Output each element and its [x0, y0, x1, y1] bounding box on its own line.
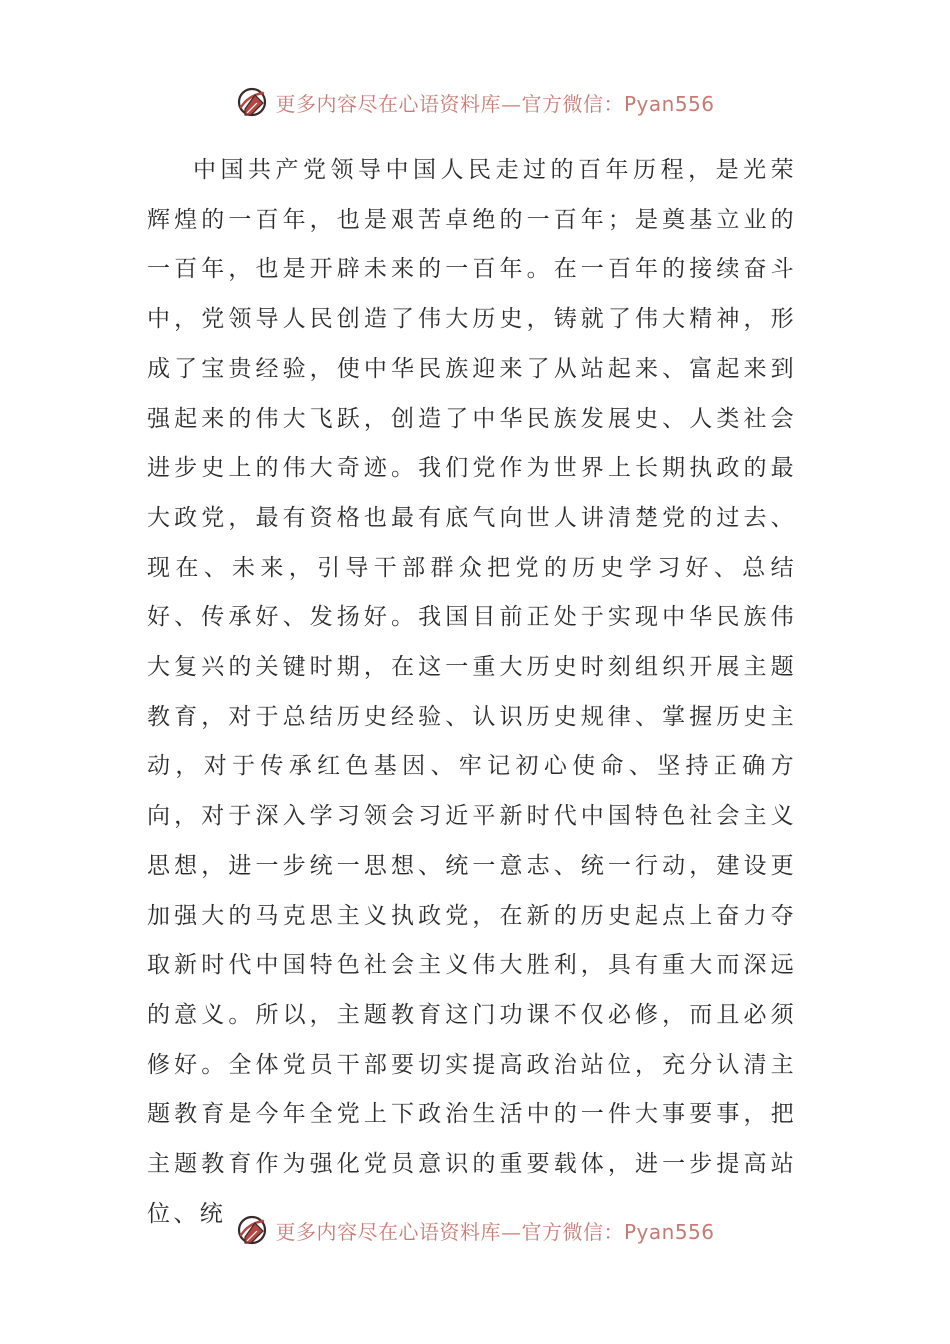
footer-banner-label: 更多内容尽在心语资料库—官方微信：: [275, 1219, 624, 1244]
pen-logo-icon: [235, 85, 269, 119]
header-banner-label: 更多内容尽在心语资料库—官方微信：: [275, 91, 624, 116]
footer-wechat-id: Pyan556: [623, 1219, 715, 1244]
footer-banner-text: [275, 1216, 714, 1245]
header-wechat-id: Pyan556: [623, 91, 715, 116]
header-banner: [0, 82, 950, 122]
document-paragraph: 中国共产党领导中国人民走过的百年历程，是光荣辉煌的一百年，也是艰苦卓绝的一百年；是奠基立业的一百年，也是开辟未来的一百年。在一百年的接续奋斗中，党领导人民创造了伟大历史，铸就了伟大精神，形成了宝贵经验，使中华民族迎来了从站起来、富起来到强起来的伟大飞跃，创造了中华民族发展史、人类社会进步史上的伟大奇迹。我们党作为世界上长期执政的最大政党，最有资格也最有底气向世人讲清楚党的过去、现在、未来，引导干部群众把党的历史学习好、总结好、传承好、发扬好。我国目前正处于实现中华民族伟大复兴的关键时期，在这一重大历史时刻组织开展主题教育，对于总结历史经验、认识历史规律、掌握历史主动，对于传承红色基因、牢记初心使命、坚持正确方向，对于深入学习领会习近平新时代中国特色社会主义思想，进一步统一思想、统一意志、统一行动，建设更加强大的马克思主义执政党，在新的历史起点上奋力夺取新时代中国特色社会主义伟大胜利，具有重大而深远的意义。所以，主题教育这门功课不仅必修，而且必须修好。全体党员干部要切实提高政治站位，充分认清主题教育是今年全党上下政治生活中的一件大事要事，把主题教育作为强化党员意识的重要载体，进一步提高站位、统: [147, 157, 797, 1227]
footer-banner: [0, 1210, 950, 1250]
pen-logo-icon: [235, 1213, 269, 1247]
header-banner-text: [275, 88, 714, 117]
